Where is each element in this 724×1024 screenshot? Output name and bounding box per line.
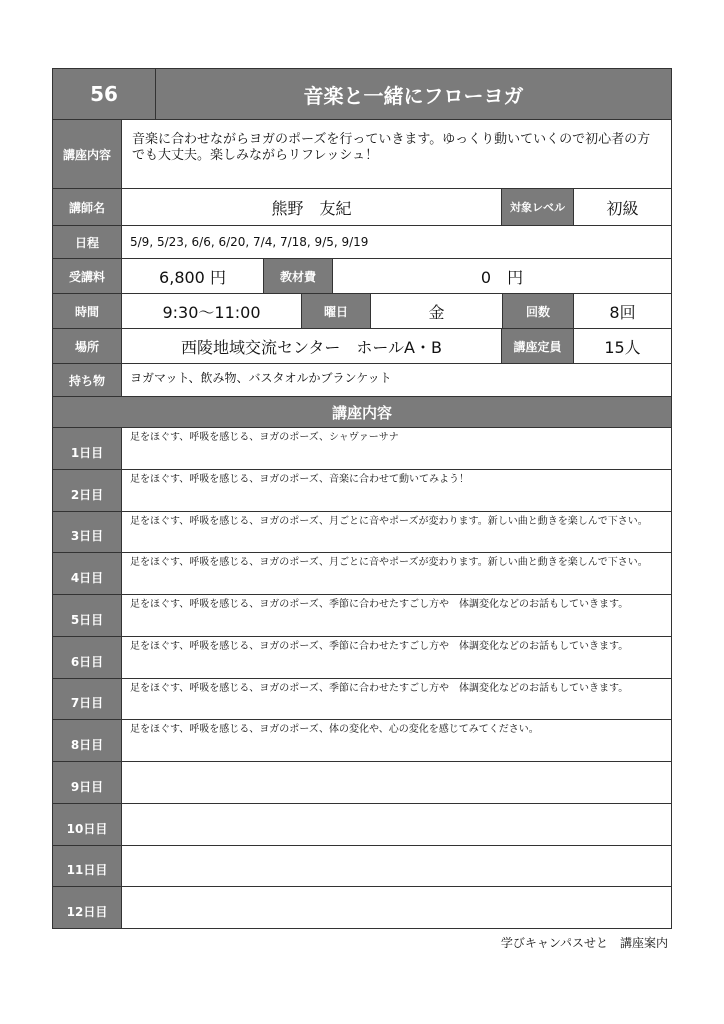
- day-label: 1日目: [52, 427, 122, 470]
- day-row: [52, 886, 672, 929]
- time-label: 時間: [52, 293, 122, 329]
- instructor-row: [52, 188, 672, 226]
- day-content: 足をほぐす、呼吸を感じる、ヨガのポーズ、月ごとに音やポーズが変わります。新しい曲と動きを楽しんで下さい。: [121, 552, 672, 595]
- day-content: 足をほぐす、呼吸を感じる、ヨガのポーズ、音楽に合わせて動いてみよう！: [121, 469, 672, 512]
- day-row: [52, 719, 672, 762]
- day-label: 10日目: [52, 803, 122, 846]
- weekday-label: 曜日: [301, 293, 371, 329]
- day-content: 足をほぐす、呼吸を感じる、ヨガのポーズ、体の変化や、心の変化を感じてみてください。: [121, 719, 672, 762]
- day-label: 5日目: [52, 594, 122, 637]
- instructor-label: 講師名: [52, 188, 122, 226]
- fee-label: 受講料: [52, 258, 122, 294]
- schedule-value: 5/9, 5/23, 6/6, 6/20, 7/4, 7/18, 9/5, 9/19: [121, 225, 672, 259]
- day-content: [121, 845, 672, 888]
- target-level-label: 対象レベル: [501, 188, 574, 226]
- description-label: 講座内容: [52, 119, 122, 189]
- course-title: 音楽と一緒にフローヨガ: [155, 68, 672, 120]
- day-label: 4日目: [52, 552, 122, 595]
- time-value: 9:30～11:00: [121, 293, 302, 329]
- day-content: 足をほぐす、呼吸を感じる、ヨガのポーズ、季節に合わせたすごし方や 体調変化などのお話もしていきます。: [121, 594, 672, 637]
- schedule-row: [52, 225, 672, 259]
- time-row: [52, 293, 672, 329]
- schedule-label: 日程: [52, 225, 122, 259]
- fee-value: 6,800 円: [121, 258, 264, 294]
- day-content: 足をほぐす、呼吸を感じる、ヨガのポーズ、季節に合わせたすごし方や 体調変化などのお話もしていきます。: [121, 636, 672, 679]
- belongings-value: ヨガマット、飲み物、バスタオルかブランケット: [121, 363, 672, 397]
- instructor-value: 熊野 友紀: [121, 188, 502, 226]
- day-row: [52, 636, 672, 679]
- description-row: [52, 119, 672, 189]
- day-row: [52, 511, 672, 554]
- materials-fee-label: 教材費: [263, 258, 333, 294]
- capacity-label: 講座定員: [501, 328, 574, 364]
- course-sheet: [52, 68, 672, 928]
- day-label: 2日目: [52, 469, 122, 512]
- day-content: [121, 886, 672, 929]
- location-row: [52, 328, 672, 364]
- day-row: [52, 552, 672, 595]
- footer-text: 学びキャンパスせと 講座案内: [500, 936, 668, 950]
- day-row: [52, 845, 672, 888]
- day-row: [52, 469, 672, 512]
- content-section-row: [52, 396, 672, 428]
- day-label: 8日目: [52, 719, 122, 762]
- day-row: [52, 803, 672, 846]
- day-label: 12日目: [52, 886, 122, 929]
- belongings-row: [52, 363, 672, 397]
- day-content: 足をほぐす、呼吸を感じる、ヨガのポーズ、季節に合わせたすごし方や 体調変化などのお話もしていきます。: [121, 678, 672, 721]
- fee-row: [52, 258, 672, 294]
- location-value: 西陵地域交流センター ホールA・B: [121, 328, 502, 364]
- day-content: [121, 803, 672, 846]
- day-label: 11日目: [52, 845, 122, 888]
- weekday-value: 金: [370, 293, 503, 329]
- course-number: 56: [52, 68, 156, 120]
- day-row: [52, 761, 672, 804]
- materials-fee-value: 0 円: [332, 258, 672, 294]
- day-content: 足をほぐす、呼吸を感じる、ヨガのポーズ、月ごとに音やポーズが変わります。新しい曲と動きを楽しんで下さい。: [121, 511, 672, 554]
- day-content: [121, 761, 672, 804]
- sessions-value: 8回: [573, 293, 672, 329]
- location-label: 場所: [52, 328, 122, 364]
- day-label: 3日目: [52, 511, 122, 554]
- day-row: [52, 427, 672, 470]
- target-level-value: 初級: [573, 188, 672, 226]
- day-label: 9日目: [52, 761, 122, 804]
- capacity-value: 15人: [573, 328, 672, 364]
- day-row: [52, 678, 672, 721]
- content-section-header: 講座内容: [52, 396, 672, 428]
- belongings-label: 持ち物: [52, 363, 122, 397]
- sessions-label: 回数: [502, 293, 574, 329]
- description-value: 音楽に合わせながらヨガのポーズを行っていきます。ゆっくり動いていくので初心者の方でも大丈夫。楽しみながらリフレッシュ！: [121, 119, 672, 189]
- day-label: 6日目: [52, 636, 122, 679]
- title-row: [52, 68, 672, 120]
- day-row: [52, 594, 672, 637]
- day-label: 7日目: [52, 678, 122, 721]
- day-content: 足をほぐす、呼吸を感じる、ヨガのポーズ、シャヴァーサナ: [121, 427, 672, 470]
